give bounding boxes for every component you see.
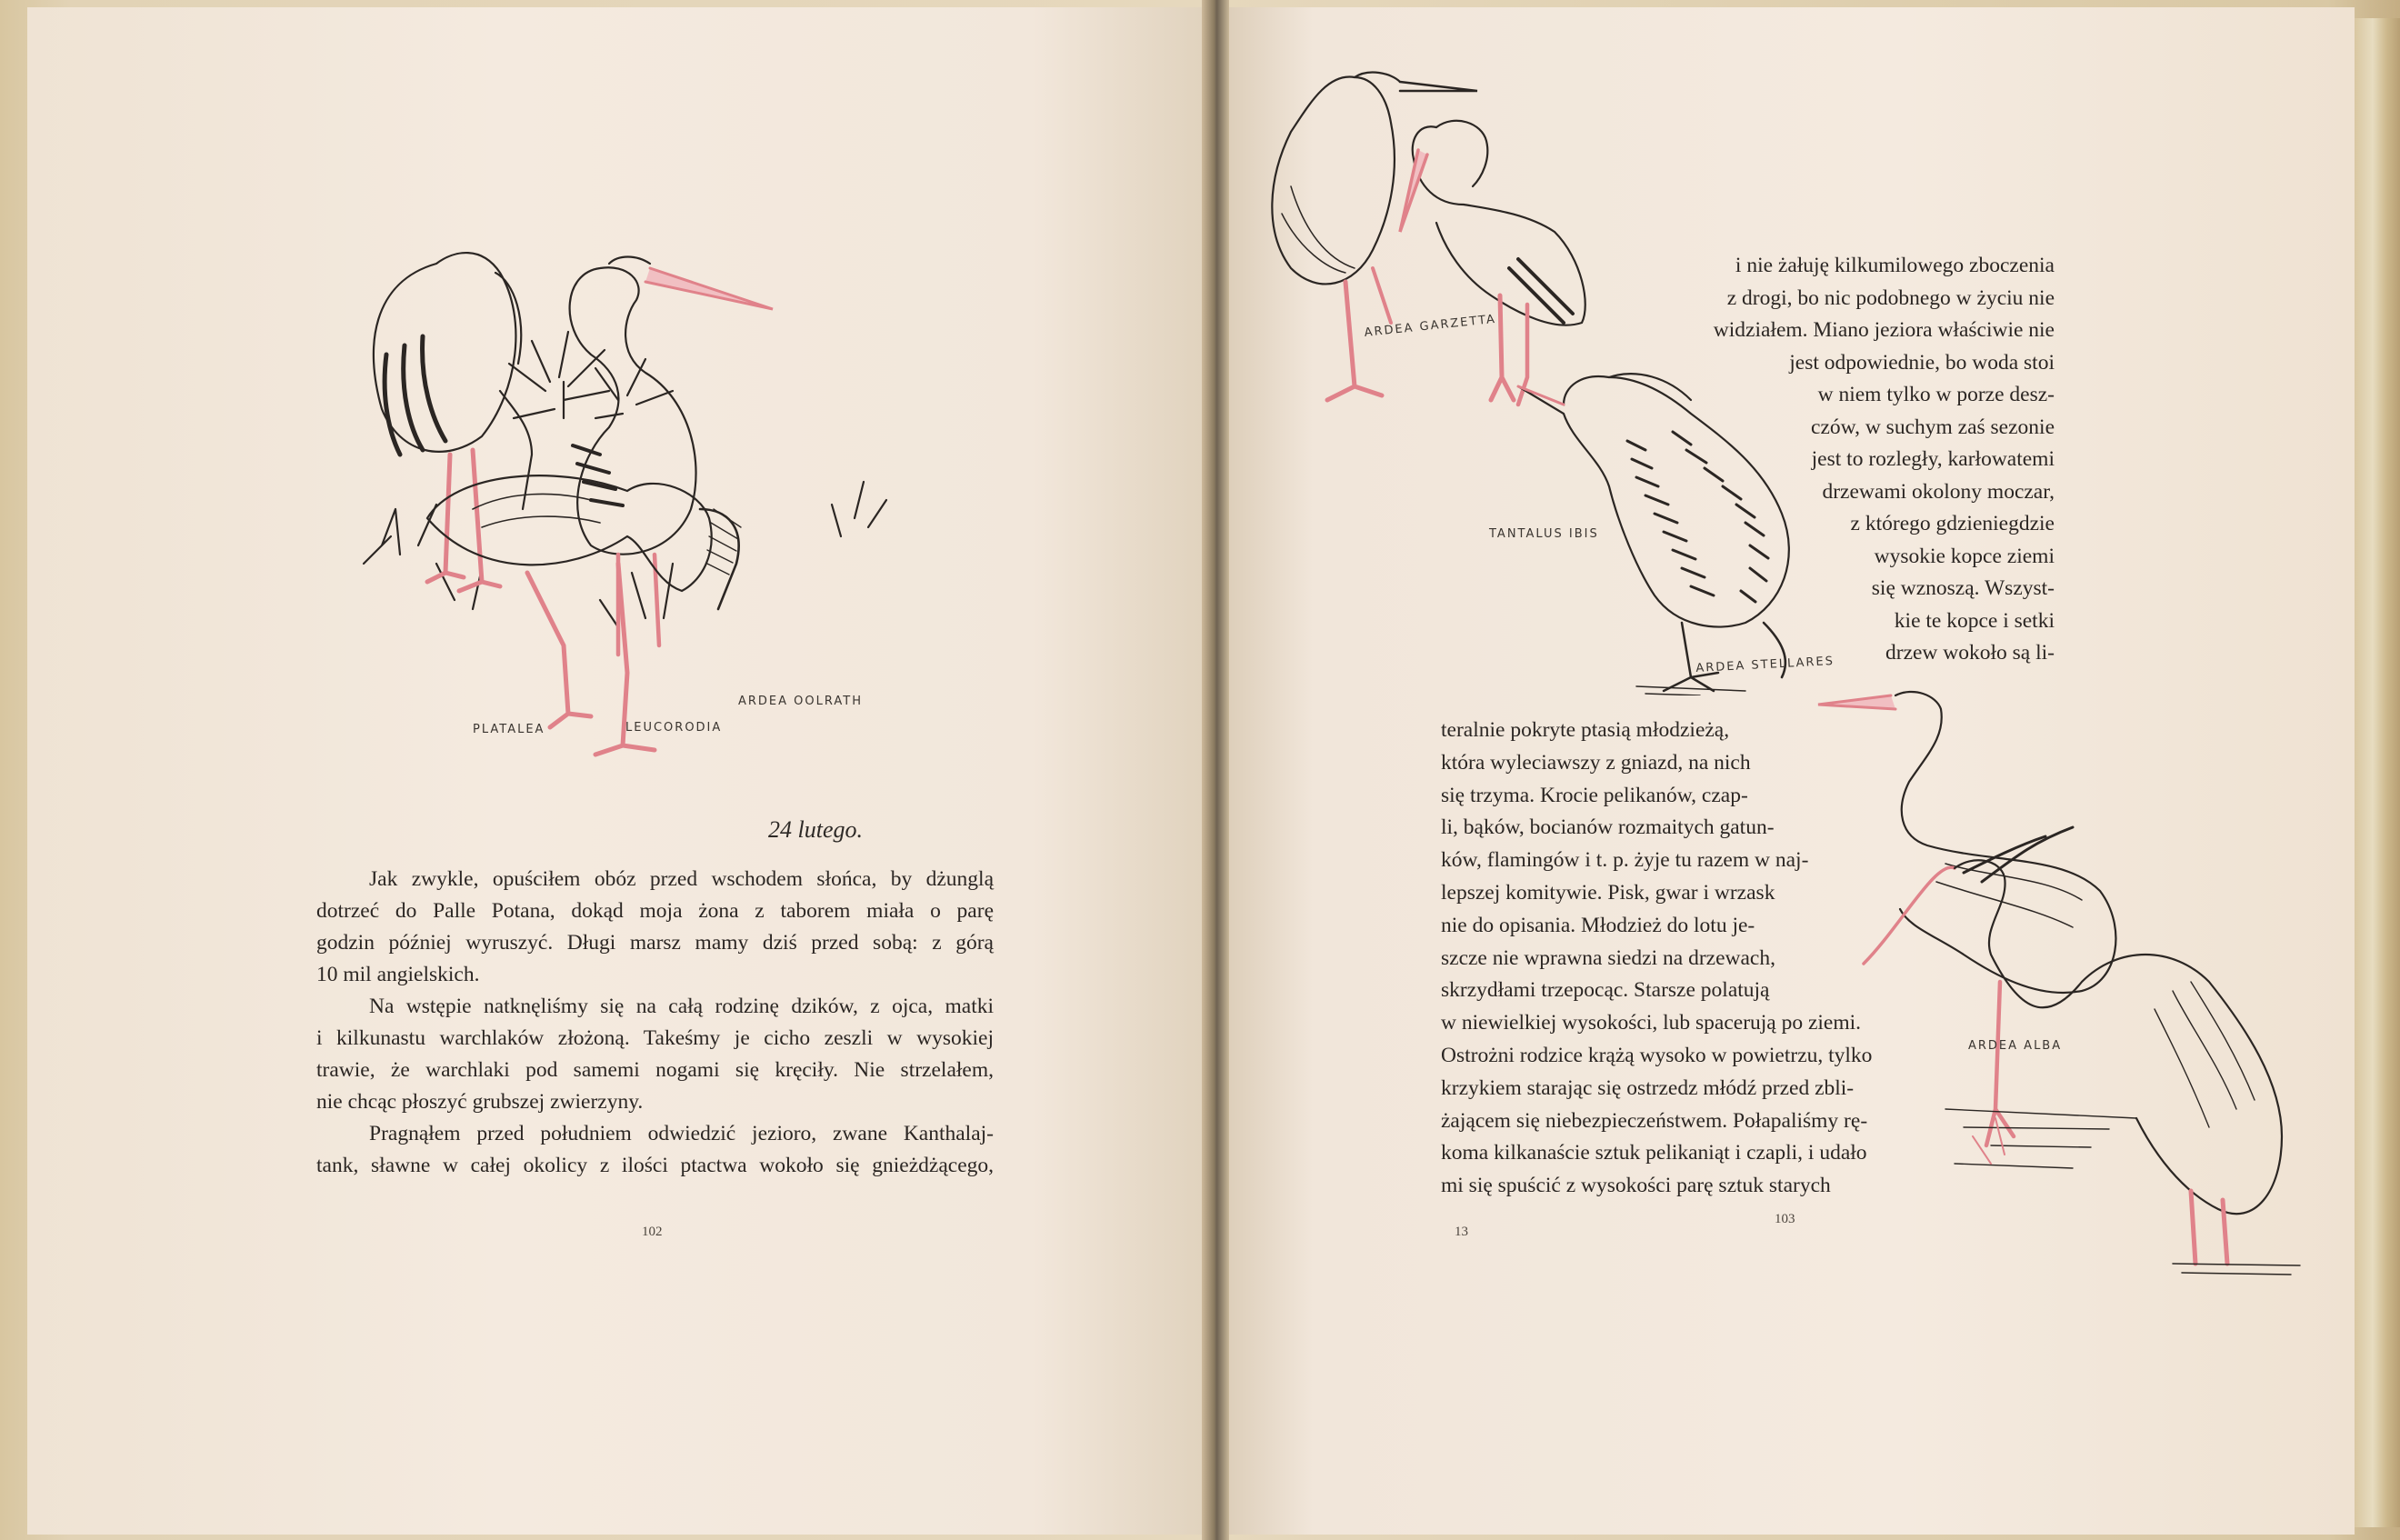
page-number-right: 103 <box>1775 1212 1795 1226</box>
text-line: jest odpowiednie, bo woda stoi <box>1789 350 2055 375</box>
text-line: nie chcąc płoszyć grubszej zwierzyny. <box>316 1090 644 1114</box>
text-line: w niem tylko w porze desz- <box>1817 383 2055 406</box>
text-line: się trzyma. Krocie pelikanów, czap- <box>1441 783 1748 807</box>
text-line: ków, flamingów i t. p. żyje tu razem w naj- <box>1441 848 1809 873</box>
text-line: drzew wokoło są li- <box>1885 641 2055 665</box>
left-body-text <box>316 864 994 1182</box>
text-line: wysokie kopce ziemi <box>1874 544 2055 568</box>
caption-ardea-garzetta: ARDEA GARZETTA <box>1364 312 1497 340</box>
text-line: teralnie pokryte ptasią młodzieżą, <box>1441 718 1730 742</box>
text-line: koma kilkanaście sztuk pelikaniąt i czapli, i udało <box>1441 1141 1867 1165</box>
caption-ardea-alba: ARDEA ALBA <box>1968 1039 2063 1053</box>
text-line: godzin później wyruszyć. Długi marsz mamy dziś przed sobą: z górą <box>316 931 994 955</box>
text-line: 10 mil angielskich. <box>316 963 480 986</box>
text-line: z którego gdzieniegdzie <box>1850 512 2055 535</box>
text-line: kie te kopce i setki <box>1894 608 2055 633</box>
signature-mark: 13 <box>1455 1225 1468 1239</box>
right-upper-text <box>1709 250 2055 670</box>
text-line: w niewielkiej wysokości, lub spacerują po ziemi. <box>1441 1011 1862 1035</box>
page-number-left: 102 <box>642 1225 663 1239</box>
text-line: nie do opisania. Młodzież do lotu je- <box>1441 913 1755 937</box>
text-line: się wznoszą. Wszyst- <box>1871 576 2055 600</box>
text-line: szcze nie wprawna siedzi na drzewach, <box>1441 945 1775 970</box>
text-line: krzykiem starając się ostrzedz młódź przed zbli- <box>1441 1075 1855 1100</box>
text-line: jest to rozległy, karłowatemi <box>1811 447 2055 471</box>
caption-platalea: PLATALEA <box>473 723 545 736</box>
caption-tantalus-ibis: TANTALUS IBIS <box>1489 527 1599 541</box>
right-lower-text <box>1441 715 1905 1203</box>
illustration-storks-spoonbill <box>345 218 982 782</box>
caption-ardea-oolrath: ARDEA OOLRATH <box>738 695 863 708</box>
text-line: li, bąków, bocianów rozmaitych gatun- <box>1441 815 1775 840</box>
text-line: trawie, że warchlaki pod samemi nogami się kręciły. Nie strzelałem, <box>316 1058 994 1082</box>
text-line: Ostrożni rodzice krążą wysoko w powietrzu, tylko <box>1441 1043 1873 1067</box>
caption-ardea-stellares: ARDEA STELLARES <box>1695 655 1835 675</box>
text-line: która wyleciawszy z gniazd, na nich <box>1441 750 1751 775</box>
text-line: Jak zwykle, opuściłem obóz przed wschodem słońca, by dżunglą <box>369 867 994 891</box>
text-line: drzewami okolony moczar, <box>1822 479 2055 504</box>
text-line: lepszej komitywie. Pisk, gwar i wrzask <box>1441 880 1775 905</box>
entry-date: 24 lutego. <box>768 816 863 843</box>
text-line: czów, w suchym zaś sezonie <box>1811 415 2055 439</box>
book-gutter <box>1202 0 1229 1540</box>
text-line: Pragnąłem przed południem odwiedzić jezioro, zwane Kanthalaj- <box>369 1122 994 1145</box>
page-edges <box>2355 18 2400 1527</box>
caption-leucorodia: LEUCORODIA <box>625 721 723 735</box>
text-line: z drogi, bo nic podobnego w życiu nie <box>1726 285 2055 310</box>
text-line: Na wstępie natknęliśmy się na całą rodzinę dzików, z ojca, matki <box>369 995 994 1018</box>
text-line: żającem się niebezpieczeństwem. Połapaliśmy rę- <box>1441 1108 1868 1133</box>
text-line: tank, sławne w całej okolicy z ilości ptactwa wokoło się gnieżdżącego, <box>316 1154 994 1177</box>
text-line: i kilkunastu warchlaków złożoną. Takeśmy je cicho zeszli w wysokiej <box>316 1026 994 1050</box>
text-line: skrzydłami trzepocąc. Starsze polatują <box>1441 978 1770 1003</box>
text-line: mi się spuścić z wysokości parę sztuk starych <box>1441 1174 1831 1198</box>
text-line: i nie żałuję kilkumilowego zboczenia <box>1735 254 2055 277</box>
text-line: dotrzeć do Palle Potana, dokąd moja żona z taborem miała o parę <box>316 899 994 923</box>
text-line: widziałem. Miano jeziora właściwie nie <box>1713 318 2055 342</box>
